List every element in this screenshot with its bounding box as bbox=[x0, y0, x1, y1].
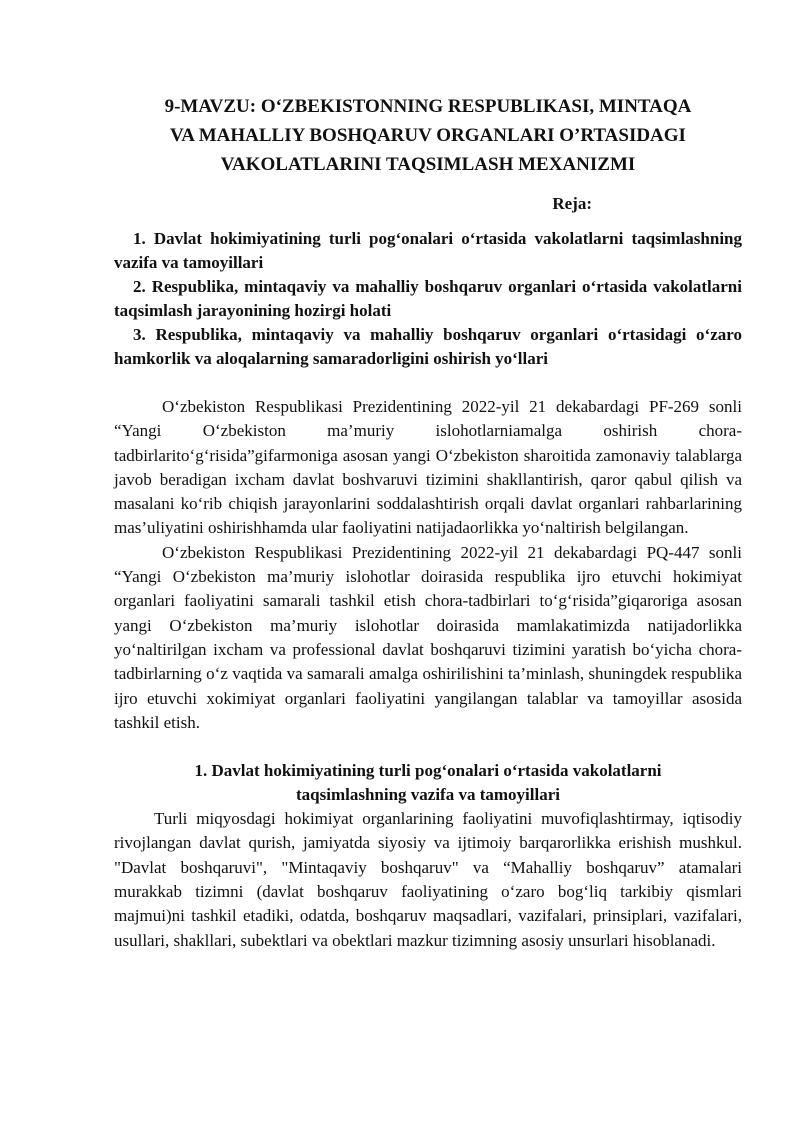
plan-item: 1. Davlat hokimiyatining turli pog‘onalari o‘rtasida vakolatlarni taqsimlashning vazifa va tamoyillari bbox=[114, 229, 742, 272]
intro-paragraph-decree: O‘zbekiston Respublikasi Prezidentining 2022-yil 21 dekabardagi PF-269 sonli “Yangi O‘zbekiston ma’muriy islohotlarniamalga oshirish chora-tadbirlarito‘g‘risida”gifarmoniga asosan yangi O‘zbekiston sharoitida zamonaviy talablarga javob beradigan ixcham davlat boshvaruvi tizimini shakllantirish, qaror qabul qilish va masalani ko‘rib chiqish jarayonlarini soddalashtirish orqali davlat organlari rahbarlarining mas’uliyatini oshirishhamda ular faoliyatini natijadaorlikka yo‘naltirish belgilangan. bbox=[114, 397, 742, 538]
page-content bbox=[114, 92, 742, 953]
section-heading bbox=[114, 759, 742, 807]
document-title bbox=[114, 92, 742, 179]
section-paragraph: Turli miqyosdagi hokimiyat organlarining faoliyatini muvofiqlashtirmay, iqtisodiy rivojlangan davlat qurish, jamiyatda siyosiy va ijtimoiy barqarorlikka erishish mushkul. "Davlat boshqaruvi", "Mintaqaviy boshqaruv" va “Mahalliy boshqaruv” atamalari murakkab tizimni (davlat boshqaruv faoliyatining o‘zaro bog‘liq tarkibiy qismlari majmui)ni tashkil etadiki, odatda, boshqaruv maqsadlari, vazifalari, prinsiplari, vazifalari, usullari, shakllari, subektlari va obektlari mazkur tizimning asosiy unsurlari hisoblanadi. bbox=[114, 809, 742, 950]
section-heading-line: taqsimlashning vazifa va tamoyillari bbox=[296, 785, 560, 805]
title-line: VAKOLATLARINI TAQSIMLASH MEXANIZMI bbox=[220, 154, 636, 175]
plan-item: 2. Respublika, mintaqaviy va mahalliy boshqaruv organlari o‘rtasida vakolatlarni taqsimlash jarayonining hozirgi holati bbox=[114, 277, 742, 320]
title-line: 9-MAVZU: O‘ZBEKISTONNING RESPUBLIKASI, MINTAQA bbox=[164, 96, 692, 117]
plan-heading: Reja: bbox=[552, 194, 592, 213]
intro-paragraph-resolution: O‘zbekiston Respublikasi Prezidentining 2022-yil 21 dekabardagi PQ-447 sonli “Yangi O‘zbekiston ma’muriy islohotlar doirasida respublika ijro etuvchi hokimiyat organlari faoliyatini samarali tashkil etish chora-tadbirlari to‘g‘risida”giqaroriga asosan yangi O‘zbekiston ma’muriy islohotlar doirasida mamlakatimizda natijadorlikka yo‘naltirilgan ixcham va professional davlat boshqaruvi tizimini yaratish bo‘yicha chora-tadbirlarning o‘z vaqtida va samarali amalga oshirilishini ta’minlash, shuningdek respublika ijro etuvchi xokimiyat organlari faoliyatini yangilangan talablar va tamoyillar asosida tashkil etish. bbox=[114, 542, 742, 732]
title-line: VA MAHALLIY BOSHQARUV ORGANLARI O’RTASIDAGI bbox=[170, 125, 686, 146]
section-heading-line: 1. Davlat hokimiyatining turli pog‘onalari o‘rtasida vakolatlarni bbox=[194, 761, 662, 781]
plan-item: 3. Respublika, mintaqaviy va mahalliy boshqaruv organlari o‘rtasidagi o‘zaro hamkorlik va aloqalarning samaradorligini oshirish yo‘llari bbox=[114, 325, 742, 368]
plan-list bbox=[114, 227, 742, 371]
